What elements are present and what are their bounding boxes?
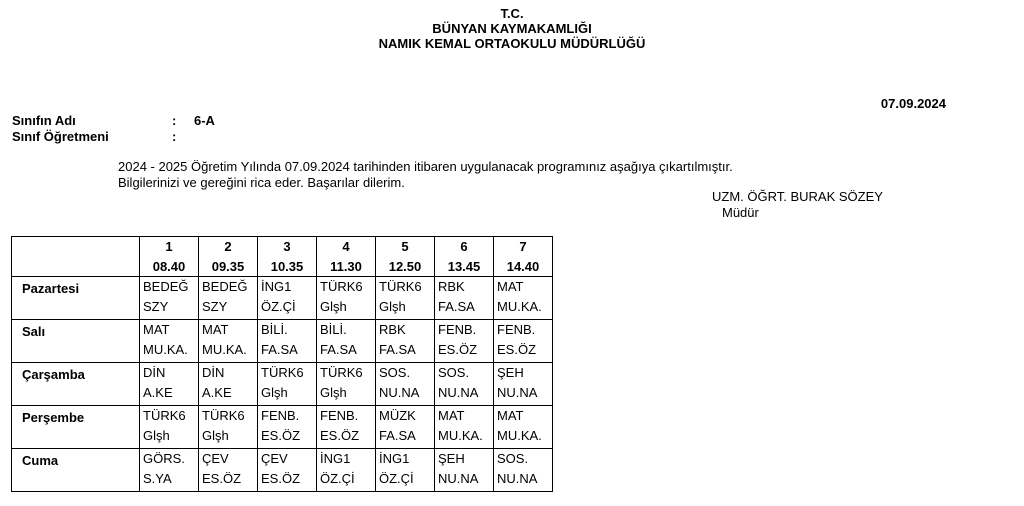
lesson-teacher: MU.KA. xyxy=(497,299,542,314)
lesson-cell xyxy=(435,449,494,492)
lesson-subject: TÜRK6 xyxy=(320,279,363,294)
day-name: Cuma xyxy=(12,449,140,492)
intro-line-1: 2024 - 2025 Öğretim Yılında 07.09.2024 tarihinden itibaren uygulanacak programınız aşağıya çıkartılmıştır. xyxy=(118,159,733,174)
lesson-cell xyxy=(494,277,553,320)
lesson-subject: MAT xyxy=(438,408,465,423)
table-row xyxy=(12,406,553,449)
class-name-colon: : xyxy=(172,113,177,128)
lesson-subject: SOS. xyxy=(497,451,529,466)
lesson-cell xyxy=(317,449,376,492)
lesson-teacher: Glşh xyxy=(202,428,229,443)
lesson-teacher: FA.SA xyxy=(438,299,475,314)
lesson-cell xyxy=(376,406,435,449)
lesson-teacher: NU.NA xyxy=(438,471,479,486)
lesson-teacher: FA.SA xyxy=(379,428,416,443)
signature-name: UZM. ÖĞRT. BURAK SÖZEY xyxy=(712,189,883,204)
lesson-cell xyxy=(140,320,199,363)
lesson-teacher: NU.NA xyxy=(497,385,538,400)
day-name: Pazartesi xyxy=(12,277,140,320)
class-teacher-colon: : xyxy=(172,129,177,144)
lesson-cell xyxy=(494,449,553,492)
lesson-cell xyxy=(435,406,494,449)
lesson-cell xyxy=(494,363,553,406)
period-time: 08.40 xyxy=(152,259,186,274)
lesson-subject: TÜRK6 xyxy=(143,408,186,423)
lesson-teacher: MU.KA. xyxy=(143,342,188,357)
header-line-tc: T.C. xyxy=(500,6,524,21)
table-row xyxy=(12,363,553,406)
table-row xyxy=(12,277,553,320)
lesson-cell xyxy=(140,449,199,492)
lesson-teacher: A.KE xyxy=(143,385,173,400)
lesson-teacher: ES.ÖZ xyxy=(261,428,301,443)
lesson-subject: DİN xyxy=(143,365,166,380)
document-date: 07.09.2024 xyxy=(880,96,946,111)
lesson-teacher: NU.NA xyxy=(379,385,420,400)
lesson-teacher: SZY xyxy=(202,299,228,314)
lesson-cell xyxy=(199,363,258,406)
header-line-district: BÜNYAN KAYMAKAMLIĞI xyxy=(432,21,592,36)
lesson-teacher: Glşh xyxy=(379,299,406,314)
lesson-subject: MAT xyxy=(497,408,524,423)
period-number: 6 xyxy=(460,239,468,254)
lesson-cell xyxy=(435,277,494,320)
period-number: 7 xyxy=(519,239,527,254)
lesson-teacher: SZY xyxy=(143,299,169,314)
lesson-subject: ÇEV xyxy=(261,451,288,466)
period-time: 10.35 xyxy=(270,259,304,274)
intro-line-2: Bilgilerinizi ve gereğini rica eder. Başarılar dilerim. xyxy=(118,175,405,190)
corner-cell xyxy=(12,237,140,277)
lesson-cell xyxy=(435,363,494,406)
lesson-cell xyxy=(140,406,199,449)
lesson-subject: MAT xyxy=(202,322,229,337)
lesson-cell xyxy=(140,277,199,320)
period-number: 1 xyxy=(165,239,173,254)
timetable-body xyxy=(12,277,553,492)
period-header-2 xyxy=(199,237,258,277)
day-name: Salı xyxy=(12,320,140,363)
lesson-teacher: Glşh xyxy=(320,385,347,400)
table-row xyxy=(12,449,553,492)
lesson-subject: BİLİ. xyxy=(261,322,288,337)
lesson-cell xyxy=(317,363,376,406)
lesson-cell xyxy=(258,277,317,320)
lesson-cell xyxy=(258,363,317,406)
lesson-cell xyxy=(376,277,435,320)
lesson-subject: RBK xyxy=(379,322,406,337)
class-name-value: 6-A xyxy=(194,113,215,128)
lesson-subject: ÇEV xyxy=(202,451,229,466)
period-number: 5 xyxy=(401,239,409,254)
lesson-subject: MÜZK xyxy=(379,408,416,423)
lesson-teacher: Glşh xyxy=(143,428,170,443)
lesson-cell xyxy=(376,320,435,363)
lesson-teacher: ES.ÖZ xyxy=(261,471,301,486)
lesson-cell xyxy=(494,406,553,449)
lesson-cell xyxy=(199,277,258,320)
lesson-teacher: FA.SA xyxy=(379,342,416,357)
period-header-6 xyxy=(435,237,494,277)
period-header-3 xyxy=(258,237,317,277)
lesson-teacher: MU.KA. xyxy=(438,428,483,443)
period-header-4 xyxy=(317,237,376,277)
lesson-subject: TÜRK6 xyxy=(320,365,363,380)
lesson-cell xyxy=(317,320,376,363)
period-time: 12.50 xyxy=(388,259,422,274)
lesson-teacher: ES.ÖZ xyxy=(497,342,537,357)
lesson-subject: BEDEĞ xyxy=(202,279,248,294)
lesson-subject: FENB. xyxy=(320,408,359,423)
lesson-cell xyxy=(199,320,258,363)
period-header-7 xyxy=(494,237,553,277)
lesson-teacher: FA.SA xyxy=(261,342,298,357)
lesson-teacher: Glşh xyxy=(261,385,288,400)
lesson-cell xyxy=(140,363,199,406)
lesson-subject: BİLİ. xyxy=(320,322,347,337)
lesson-subject: ŞEH xyxy=(497,365,524,380)
lesson-subject: SOS. xyxy=(438,365,470,380)
lesson-subject: TÜRK6 xyxy=(202,408,245,423)
period-header-5 xyxy=(376,237,435,277)
lesson-cell xyxy=(376,449,435,492)
header-line-school: NAMIK KEMAL ORTAOKULU MÜDÜRLÜĞÜ xyxy=(378,36,646,51)
period-time: 14.40 xyxy=(506,259,540,274)
lesson-teacher: ES.ÖZ xyxy=(202,471,242,486)
lesson-cell xyxy=(376,363,435,406)
lesson-subject: FENB. xyxy=(261,408,300,423)
lesson-cell xyxy=(258,320,317,363)
timetable xyxy=(11,236,553,492)
lesson-cell xyxy=(317,406,376,449)
lesson-cell xyxy=(199,406,258,449)
lesson-subject: ŞEH xyxy=(438,451,465,466)
timetable-header-row xyxy=(12,237,553,277)
period-time: 09.35 xyxy=(211,259,245,274)
lesson-teacher: A.KE xyxy=(202,385,232,400)
lesson-subject: SOS. xyxy=(379,365,411,380)
lesson-subject: TÜRK6 xyxy=(261,365,304,380)
period-number: 2 xyxy=(224,239,232,254)
signature-title: Müdür xyxy=(722,205,759,220)
lesson-cell xyxy=(199,449,258,492)
period-number: 4 xyxy=(342,239,350,254)
lesson-subject: İNG1 xyxy=(320,451,351,466)
lesson-cell xyxy=(435,320,494,363)
lesson-teacher: ÖZ.Çİ xyxy=(261,299,296,314)
lesson-cell xyxy=(494,320,553,363)
class-name-label: Sınıfın Adı xyxy=(12,113,76,128)
day-name: Perşembe xyxy=(12,406,140,449)
lesson-subject: DİN xyxy=(202,365,225,380)
day-name: Çarşamba xyxy=(12,363,140,406)
period-time: 13.45 xyxy=(447,259,481,274)
period-time: 11.30 xyxy=(330,259,362,274)
lesson-subject: FENB. xyxy=(438,322,477,337)
lesson-cell xyxy=(258,406,317,449)
lesson-teacher: NU.NA xyxy=(438,385,479,400)
lesson-teacher: ÖZ.Çİ xyxy=(379,471,414,486)
lesson-subject: MAT xyxy=(497,279,524,294)
lesson-subject: FENB. xyxy=(497,322,536,337)
lesson-subject: GÖRS. xyxy=(143,451,185,466)
lesson-teacher: ES.ÖZ xyxy=(320,428,360,443)
lesson-subject: RBK xyxy=(438,279,465,294)
period-number: 3 xyxy=(283,239,291,254)
table-row xyxy=(12,320,553,363)
lesson-teacher: Glşh xyxy=(320,299,347,314)
lesson-cell xyxy=(317,277,376,320)
lesson-teacher: FA.SA xyxy=(320,342,357,357)
lesson-teacher: MU.KA. xyxy=(202,342,247,357)
period-header-1 xyxy=(140,237,199,277)
lesson-subject: İNG1 xyxy=(261,279,292,294)
lesson-teacher: ÖZ.Çİ xyxy=(320,471,355,486)
lesson-subject: TÜRK6 xyxy=(379,279,422,294)
lesson-teacher: MU.KA. xyxy=(497,428,542,443)
lesson-subject: İNG1 xyxy=(379,451,410,466)
lesson-teacher: ES.ÖZ xyxy=(438,342,478,357)
class-teacher-label: Sınıf Öğretmeni xyxy=(12,129,109,144)
lesson-teacher: NU.NA xyxy=(497,471,538,486)
lesson-teacher: S.YA xyxy=(143,471,172,486)
lesson-subject: MAT xyxy=(143,322,170,337)
lesson-subject: BEDEĞ xyxy=(143,279,189,294)
lesson-cell xyxy=(258,449,317,492)
